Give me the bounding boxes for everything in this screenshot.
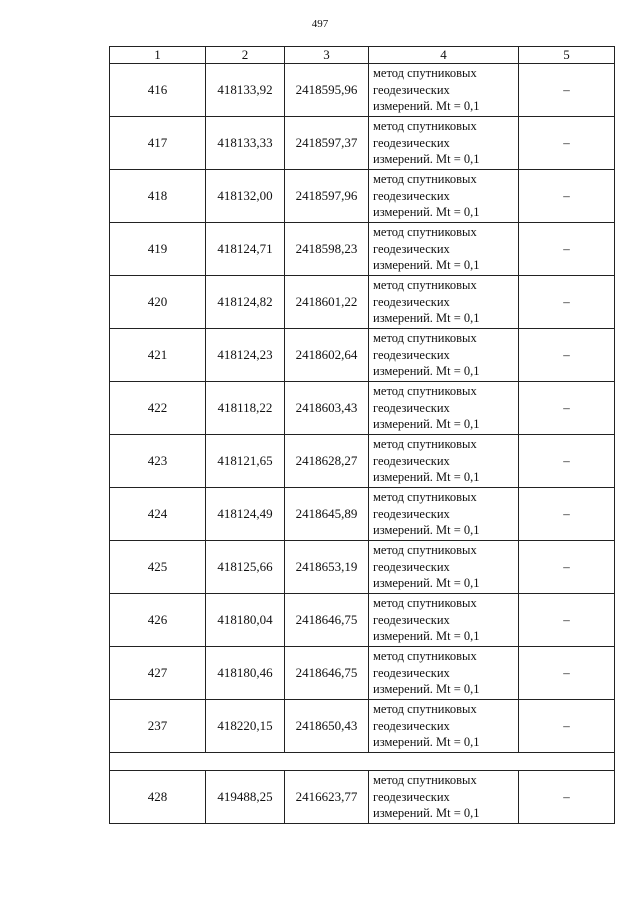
table-row <box>110 594 615 647</box>
method-line: метод спутниковых <box>373 278 477 293</box>
point-cell: 416 <box>110 64 206 117</box>
point-cell: 427 <box>110 647 206 700</box>
note-cell: – <box>519 541 615 594</box>
header-cell-1: 1 <box>110 47 206 64</box>
method-cell <box>369 64 519 117</box>
method-line: метод спутниковых <box>373 225 477 240</box>
method-line: метод спутниковых <box>373 649 477 664</box>
y-coordinate-cell: 2418650,43 <box>285 700 369 753</box>
table-row <box>110 647 615 700</box>
note-cell: – <box>519 771 615 824</box>
point-cell: 424 <box>110 488 206 541</box>
y-coordinate-cell: 2418602,64 <box>285 329 369 382</box>
table-row <box>110 435 615 488</box>
x-coordinate-cell: 418124,71 <box>206 223 285 276</box>
note-cell: – <box>519 647 615 700</box>
method-cell <box>369 488 519 541</box>
table-row <box>110 771 615 824</box>
y-coordinate-cell: 2418595,96 <box>285 64 369 117</box>
y-coordinate-cell: 2418653,19 <box>285 541 369 594</box>
y-coordinate-cell: 2416623,77 <box>285 771 369 824</box>
table-row <box>110 382 615 435</box>
header-cell-3: 3 <box>285 47 369 64</box>
method-cell <box>369 170 519 223</box>
method-line: геодезических <box>373 506 450 521</box>
method-cell <box>369 329 519 382</box>
y-coordinate-cell: 2418628,27 <box>285 435 369 488</box>
point-cell: 419 <box>110 223 206 276</box>
header-cell-4: 4 <box>369 47 519 64</box>
method-cell <box>369 594 519 647</box>
method-cell <box>369 117 519 170</box>
page-number: 497 <box>311 18 329 30</box>
note-cell: – <box>519 488 615 541</box>
x-coordinate-cell: 418220,15 <box>206 700 285 753</box>
method-cell <box>369 771 519 824</box>
x-coordinate-cell: 418118,22 <box>206 382 285 435</box>
x-coordinate-cell: 419488,25 <box>206 771 285 824</box>
header-cell-5: 5 <box>519 47 615 64</box>
point-cell: 237 <box>110 700 206 753</box>
method-line: измерений. Mt = 0,1 <box>373 417 480 432</box>
point-cell: 428 <box>110 771 206 824</box>
x-coordinate-cell: 418133,92 <box>206 64 285 117</box>
note-cell: – <box>519 594 615 647</box>
method-line: метод спутниковых <box>373 384 477 399</box>
note-cell: – <box>519 276 615 329</box>
method-line: измерений. Mt = 0,1 <box>373 205 480 220</box>
note-cell: – <box>519 64 615 117</box>
table-row <box>110 117 615 170</box>
separator-row <box>110 753 615 771</box>
table-row <box>110 700 615 753</box>
x-coordinate-cell: 418125,66 <box>206 541 285 594</box>
method-line: метод спутниковых <box>373 119 477 134</box>
method-line: метод спутниковых <box>373 596 477 611</box>
header-row <box>110 47 615 64</box>
point-cell: 425 <box>110 541 206 594</box>
method-line: геодезических <box>373 347 450 362</box>
y-coordinate-cell: 2418598,23 <box>285 223 369 276</box>
x-coordinate-cell: 418133,33 <box>206 117 285 170</box>
method-cell <box>369 223 519 276</box>
method-line: измерений. Mt = 0,1 <box>373 576 480 591</box>
method-line: геодезических <box>373 400 450 415</box>
method-line: метод спутниковых <box>373 172 477 187</box>
note-cell: – <box>519 117 615 170</box>
method-line: измерений. Mt = 0,1 <box>373 806 480 821</box>
table-row <box>110 276 615 329</box>
y-coordinate-cell: 2418646,75 <box>285 647 369 700</box>
x-coordinate-cell: 418180,46 <box>206 647 285 700</box>
method-line: геодезических <box>373 135 450 150</box>
x-coordinate-cell: 418121,65 <box>206 435 285 488</box>
method-line: геодезических <box>373 559 450 574</box>
method-line: метод спутниковых <box>373 773 477 788</box>
header-cell-2: 2 <box>206 47 285 64</box>
note-cell: – <box>519 329 615 382</box>
method-line: геодезических <box>373 789 450 804</box>
method-line: геодезических <box>373 665 450 680</box>
point-cell: 418 <box>110 170 206 223</box>
method-line: измерений. Mt = 0,1 <box>373 152 480 167</box>
method-line: метод спутниковых <box>373 702 477 717</box>
table-row <box>110 223 615 276</box>
x-coordinate-cell: 418132,00 <box>206 170 285 223</box>
table-row <box>110 488 615 541</box>
method-line: геодезических <box>373 718 450 733</box>
point-cell: 423 <box>110 435 206 488</box>
x-coordinate-cell: 418180,04 <box>206 594 285 647</box>
y-coordinate-cell: 2418597,96 <box>285 170 369 223</box>
method-line: метод спутниковых <box>373 66 477 81</box>
y-coordinate-cell: 2418645,89 <box>285 488 369 541</box>
method-line: геодезических <box>373 612 450 627</box>
y-coordinate-cell: 2418597,37 <box>285 117 369 170</box>
note-cell: – <box>519 435 615 488</box>
method-line: измерений. Mt = 0,1 <box>373 99 480 114</box>
x-coordinate-cell: 418124,23 <box>206 329 285 382</box>
point-cell: 420 <box>110 276 206 329</box>
note-cell: – <box>519 223 615 276</box>
method-line: геодезических <box>373 82 450 97</box>
method-line: измерений. Mt = 0,1 <box>373 364 480 379</box>
method-line: измерений. Mt = 0,1 <box>373 258 480 273</box>
method-line: измерений. Mt = 0,1 <box>373 735 480 750</box>
note-cell: – <box>519 170 615 223</box>
coordinates-table-body <box>110 47 615 824</box>
method-cell <box>369 276 519 329</box>
table-row <box>110 329 615 382</box>
method-cell <box>369 435 519 488</box>
method-line: геодезических <box>373 453 450 468</box>
method-line: метод спутниковых <box>373 437 477 452</box>
table-row <box>110 541 615 594</box>
method-line: измерений. Mt = 0,1 <box>373 470 480 485</box>
y-coordinate-cell: 2418646,75 <box>285 594 369 647</box>
table-row <box>110 64 615 117</box>
method-line: измерений. Mt = 0,1 <box>373 523 480 538</box>
y-coordinate-cell: 2418601,22 <box>285 276 369 329</box>
point-cell: 426 <box>110 594 206 647</box>
method-cell <box>369 700 519 753</box>
method-line: геодезических <box>373 241 450 256</box>
method-line: метод спутниковых <box>373 331 477 346</box>
point-cell: 422 <box>110 382 206 435</box>
method-cell <box>369 382 519 435</box>
method-line: измерений. Mt = 0,1 <box>373 629 480 644</box>
point-cell: 421 <box>110 329 206 382</box>
note-cell: – <box>519 700 615 753</box>
method-cell <box>369 541 519 594</box>
table-row <box>110 170 615 223</box>
separator-cell <box>110 753 615 771</box>
method-line: метод спутниковых <box>373 543 477 558</box>
point-cell: 417 <box>110 117 206 170</box>
method-line: метод спутниковых <box>373 490 477 505</box>
y-coordinate-cell: 2418603,43 <box>285 382 369 435</box>
method-cell <box>369 647 519 700</box>
method-line: геодезических <box>373 294 450 309</box>
method-line: измерений. Mt = 0,1 <box>373 682 480 697</box>
method-line: геодезических <box>373 188 450 203</box>
x-coordinate-cell: 418124,49 <box>206 488 285 541</box>
coordinates-table <box>109 46 615 824</box>
note-cell: – <box>519 382 615 435</box>
x-coordinate-cell: 418124,82 <box>206 276 285 329</box>
method-line: измерений. Mt = 0,1 <box>373 311 480 326</box>
